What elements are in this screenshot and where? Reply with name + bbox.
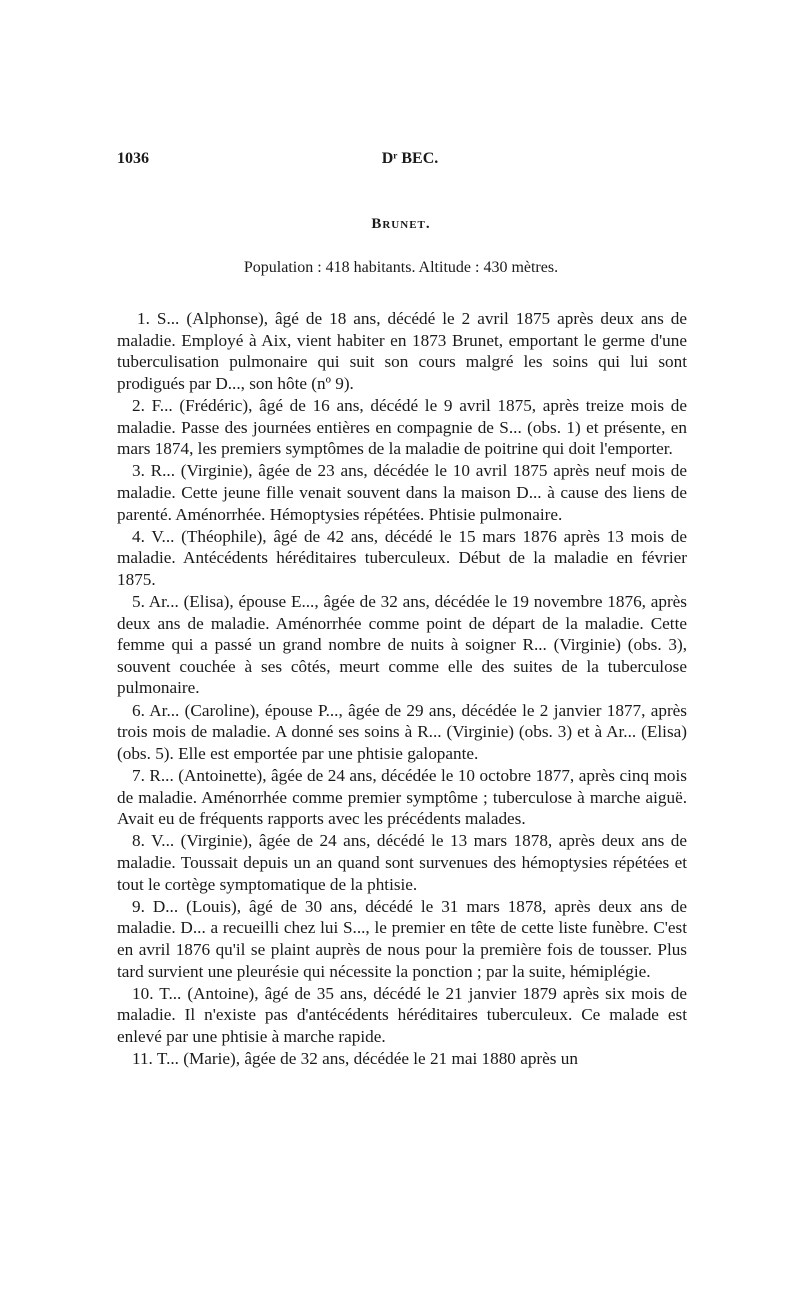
observation-entry — [117, 765, 687, 830]
entry-number: 3. — [132, 461, 145, 481]
entry-text: V... (Virginie), âgée de 24 ans, décédé le 13 mars 1878, après deux ans de maladie. Toussait depuis un an quand sont survenues des hémoptysies répétées et tout le cortège symptomatique de la phtisie. — [117, 831, 687, 894]
entry-text: F... (Frédéric), âgé de 16 ans, décédé le 9 avril 1875, après treize mois de maladie. Passe des journées entières en compagnie de S... (obs. 1) et présente, en mars 1874, les premiers symptômes de la maladie de poitrine qui doit l'emporter. — [117, 395, 687, 459]
observation-entry — [117, 983, 687, 1048]
observation-list — [117, 308, 687, 1070]
entry-number: 6. — [132, 700, 145, 720]
observation-entry — [117, 1048, 687, 1070]
observation-entry — [117, 896, 687, 982]
section-title: Brunet. — [371, 216, 431, 232]
entry-number: 9. — [132, 896, 145, 916]
running-head — [117, 150, 685, 172]
entry-number: 1. — [137, 309, 150, 328]
entry-text: S... (Alphonse), âgé de 18 ans, décédé le 2 avril 1875 après deux ans de maladie. Employé à Aix, vient habiter en 1873 Brunet, emportant le germe d'une tuberculisation pulmonaire qui suit son cours malgré les soins qui lui sont prodigués par D..., son hôte (nº 9). — [117, 309, 688, 393]
observation-entry — [117, 591, 687, 699]
entry-number: 11. — [132, 1049, 153, 1069]
entry-text: R... (Virginie), âgée de 23 ans, décédée le 10 avril 1875 après neuf mois de maladie. Cette jeune fille venait souvent dans la maison D... à cause des liens de parenté. Aménorrhée. Hémoptysies répétées. Phtisie pulmonaire. — [117, 461, 687, 524]
observation-entry — [117, 700, 687, 765]
observation-entry — [117, 395, 687, 460]
observation-entry — [117, 460, 687, 525]
entry-text: R... (Antoinette), âgée de 24 ans, décédée le 10 octobre 1877, après cinq mois de maladie. Aménorrhée comme premier symptôme ; tuberculose à marche aiguë. Avait eu de fréquents rapports avec les précédents malades. — [117, 766, 687, 829]
observation-entry — [117, 526, 687, 591]
entry-number: 8. — [132, 831, 145, 851]
population-line: Population : 418 habitants. Altitude : 430 mètres. — [243, 259, 559, 276]
entry-text: T... (Marie), âgée de 32 ans, décédée le 21 mai 1880 après un — [156, 1049, 578, 1069]
entry-text: D... (Louis), âgé de 30 ans, décédé le 31 mars 1878, après deux ans de maladie. D... a recueilli chez lui S..., le premier en tête de cette liste funèbre. C'est en avril 1876 qu'il se plaint auprès de nous pour la première fois de tousser. Plus tard survient une pleurésie qui nécessite la ponction ; par la suite, hémiplégie. — [117, 896, 687, 981]
entry-text: Ar... (Caroline), épouse P..., âgée de 29 ans, décédée le 2 janvier 1877, après trois mois de maladie. A donné ses soins à R... (Virginie) (obs. 3) et à Ar... (Elisa) (obs. 5). Elle est emportée par une phtisie galopante. — [117, 700, 687, 763]
entry-text: V... (Théophile), âgé de 42 ans, décédé le 15 mars 1876 après 13 mois de maladie. Antécédents héréditaires tuberculeux. Début de la maladie en février 1875. — [117, 526, 687, 589]
entry-number: 7. — [132, 766, 145, 786]
entry-number: 5. — [132, 592, 145, 612]
observation-entry — [117, 308, 687, 394]
entry-number: 10. — [132, 983, 154, 1003]
entry-number: 2. — [132, 395, 145, 415]
entry-number: 4. — [132, 526, 145, 546]
observation-entry — [117, 830, 687, 895]
page-number: 1036 — [117, 150, 149, 167]
entry-text: T... (Antoine), âgé de 35 ans, décédé le 21 janvier 1879 après six mois de maladie. Il n'existe pas d'antécédents héréditaires tuberculeux. Ce malade est enlevé par une phtisie à marche rapide. — [117, 983, 687, 1046]
running-title: Dʳ BEC. — [381, 150, 439, 167]
entry-text: Ar... (Elisa), épouse E..., âgée de 32 ans, décédée le 19 novembre 1876, après deux ans de maladie. Aménorrhée comme point de départ de la maladie. Cette femme qui a passé un grand nombre de nuits à soigner R... (Virginie) (obs. 3), souvent couchée à ses côtés, meurt comme elle des suites de la tuberculose pulmonaire. — [117, 592, 687, 698]
